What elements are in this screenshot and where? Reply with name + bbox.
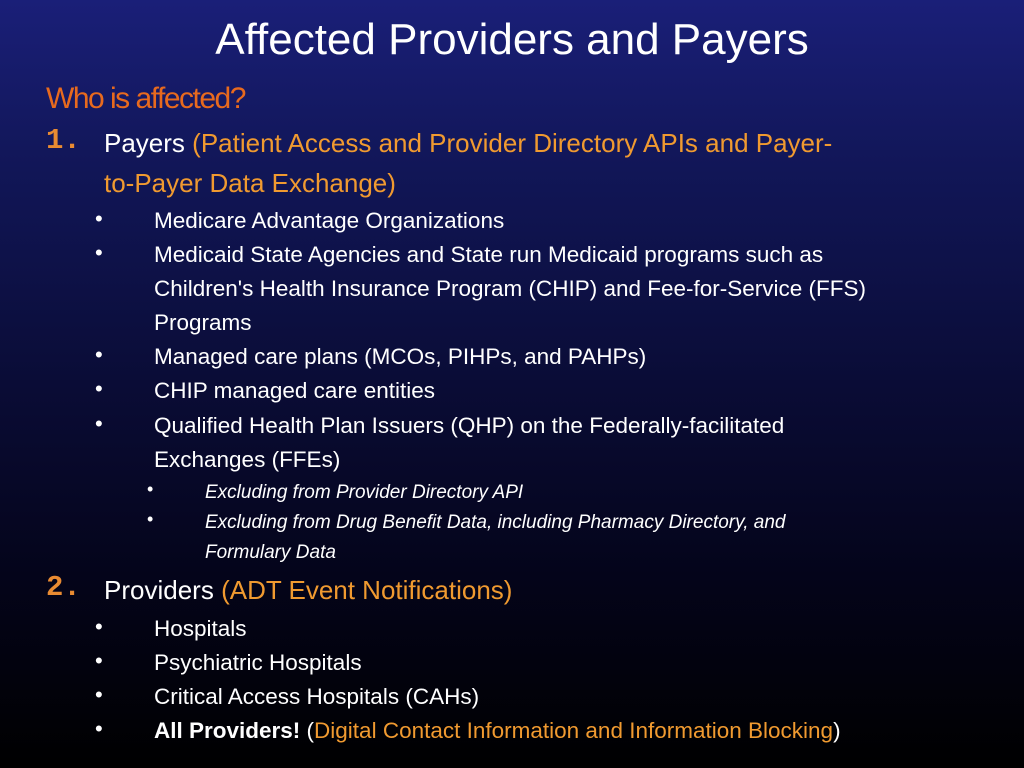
close-paren: ) xyxy=(833,718,841,743)
list-item-continued: Programs xyxy=(154,310,252,335)
bullet-icon: • xyxy=(95,240,103,265)
bullet-icon: • xyxy=(95,206,103,231)
section-number-1: 1. xyxy=(46,124,81,157)
all-providers-label: All Providers! xyxy=(154,718,301,743)
section-heading-label: Providers xyxy=(104,575,214,605)
list-item: Psychiatric Hospitals xyxy=(154,650,362,675)
list-item-all-providers xyxy=(154,714,841,748)
open-paren: ( xyxy=(300,718,315,743)
section-heading-note: (Patient Access and Provider Directory APIs and Payer- xyxy=(192,128,833,158)
list-item: Critical Access Hospitals (CAHs) xyxy=(154,684,480,709)
section-number-2: 2. xyxy=(46,571,81,604)
list-item: CHIP managed care entities xyxy=(154,378,435,403)
section-heading-label: Payers xyxy=(104,128,185,158)
list-item: Hospitals xyxy=(154,616,247,641)
bullet-icon: • xyxy=(95,614,103,639)
sub-list-item: Excluding from Provider Directory API xyxy=(205,482,524,503)
bullet-icon: • xyxy=(95,682,103,707)
sub-list-item: Excluding from Drug Benefit Data, including Pharmacy Directory, and xyxy=(205,512,786,533)
list-item-continued: Children's Health Insurance Program (CHIP) and Fee-for-Service (FFS) xyxy=(154,276,867,301)
section-heading-providers xyxy=(104,569,512,611)
bullet-icon: • xyxy=(95,411,103,436)
section-heading-payers xyxy=(104,122,832,164)
list-item: Qualified Health Plan Issuers (QHP) on the Federally-facilitated xyxy=(154,413,785,438)
slide-title: Affected Providers and Payers xyxy=(215,15,809,64)
list-item: Medicare Advantage Organizations xyxy=(154,208,505,233)
bullet-icon: • xyxy=(95,342,103,367)
sub-bullet-icon: • xyxy=(147,509,154,529)
list-item-continued: Exchanges (FFEs) xyxy=(154,447,341,472)
bullet-icon: • xyxy=(95,648,103,673)
sub-list-item-continued: Formulary Data xyxy=(205,542,336,563)
bullet-icon: • xyxy=(95,376,103,401)
section-heading-note-continued: to-Payer Data Exchange) xyxy=(104,168,396,198)
all-providers-note: Digital Contact Information and Information Blocking xyxy=(314,718,834,743)
list-item: Managed care plans (MCOs, PIHPs, and PAHPs) xyxy=(154,344,647,369)
sub-bullet-icon: • xyxy=(147,479,154,499)
slide-subtitle: Who is affected? xyxy=(46,82,245,115)
section-heading-note: (ADT Event Notifications) xyxy=(221,575,513,605)
bullet-icon: • xyxy=(95,716,103,741)
list-item: Medicaid State Agencies and State run Medicaid programs such as xyxy=(154,242,824,267)
